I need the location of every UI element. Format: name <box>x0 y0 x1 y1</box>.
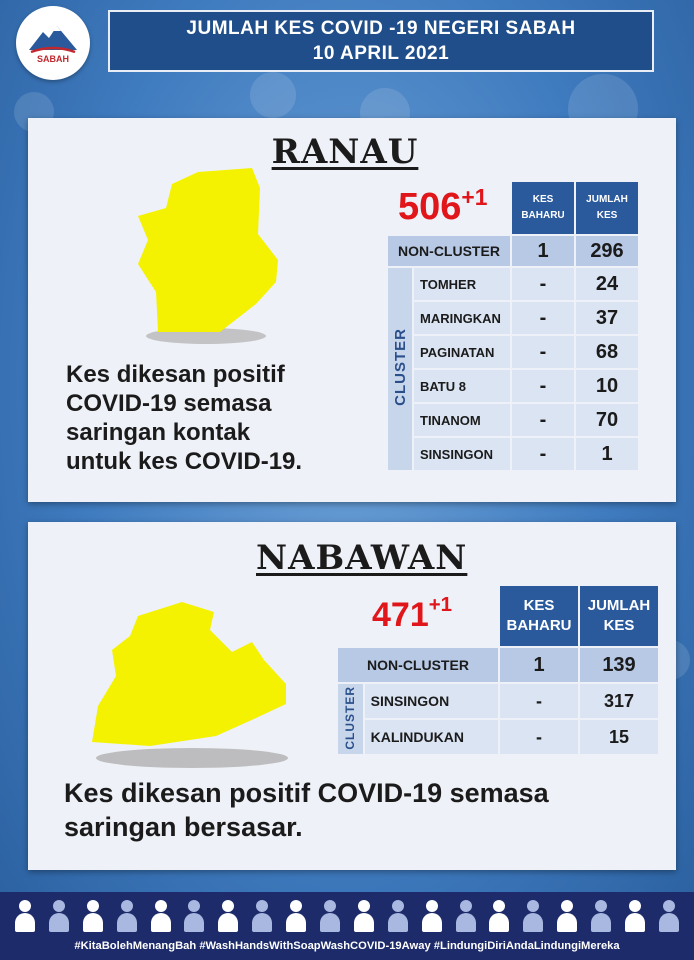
person-icon <box>353 900 375 932</box>
jumlah-kes-value: 37 <box>576 302 638 334</box>
cluster-label: CLUSTER <box>338 684 363 754</box>
kes-baharu-value: - <box>512 302 574 334</box>
person-icon <box>183 900 205 932</box>
person-icon <box>217 900 239 932</box>
cluster-name: TOMHER <box>414 268 510 300</box>
table-row <box>338 720 658 754</box>
jumlah-kes-value: 24 <box>576 268 638 300</box>
jumlah-kes-value: 317 <box>580 684 658 718</box>
nabawan-new-cases: +1 <box>428 594 452 616</box>
person-icon <box>556 900 578 932</box>
jumlah-kes-value: 1 <box>576 438 638 470</box>
person-icon <box>590 900 612 932</box>
table-row-non-cluster <box>388 236 638 266</box>
kes-baharu-value: - <box>512 268 574 300</box>
header-kes-baharu: KES BAHARU <box>512 182 574 234</box>
jumlah-kes-value: 15 <box>580 720 658 754</box>
person-icon <box>488 900 510 932</box>
table-row <box>388 336 638 368</box>
person-icon <box>251 900 273 932</box>
table-row-non-cluster <box>338 648 658 682</box>
kes-baharu-value: - <box>500 720 578 754</box>
kes-baharu-value: - <box>512 404 574 436</box>
footer-banner <box>0 892 694 960</box>
table-row <box>338 684 658 718</box>
kes-baharu-value: 1 <box>512 236 574 266</box>
person-icon <box>82 900 104 932</box>
table-row <box>388 302 638 334</box>
ranau-cases-table <box>386 180 640 472</box>
person-icon <box>319 900 341 932</box>
table-row <box>388 404 638 436</box>
table-row <box>388 438 638 470</box>
ranau-total: $506^{+1}$ <box>398 184 488 228</box>
district-title-nabawan: NABAWAN <box>256 538 468 578</box>
frontliner-figures <box>14 896 680 932</box>
cluster-label: CLUSTER <box>388 268 412 470</box>
jumlah-kes-value: 139 <box>580 648 658 682</box>
jumlah-kes-value: 10 <box>576 370 638 402</box>
nabawan-description: Kes dikesan positif COVID-19 semasa saringan bersasar. <box>64 778 549 842</box>
title-banner <box>108 10 654 72</box>
hashtags: #KitaBolehMenangBah #WashHandsWithSoapWashCOVID-19Away #LindungiDiriAndaLindungiMereka <box>74 940 620 952</box>
ranau-new-cases: +1 <box>461 184 488 210</box>
cluster-name: BATU 8 <box>414 370 510 402</box>
cluster-name: SINSINGON <box>414 438 510 470</box>
header-jumlah-kes: JUMLAH KES <box>576 182 638 234</box>
nabawan-total: $471^{+1}$ <box>372 594 452 634</box>
cluster-name: KALINDUKAN <box>365 720 498 754</box>
person-icon <box>48 900 70 932</box>
row-label: NON-CLUSTER <box>388 236 510 266</box>
kes-baharu-value: - <box>512 336 574 368</box>
virus-decoration <box>250 72 296 118</box>
kes-baharu-value: 1 <box>500 648 578 682</box>
kes-baharu-value: - <box>500 684 578 718</box>
jumlah-kes-value: 68 <box>576 336 638 368</box>
header-kes-baharu: KES BAHARU <box>500 586 578 646</box>
person-icon <box>658 900 680 932</box>
logo-text: SABAH <box>36 54 69 64</box>
jumlah-kes-value: 70 <box>576 404 638 436</box>
cluster-name: PAGINATAN <box>414 336 510 368</box>
cluster-name: TINANOM <box>414 404 510 436</box>
table-row <box>388 370 638 402</box>
person-icon <box>421 900 443 932</box>
row-label: NON-CLUSTER <box>338 648 498 682</box>
cluster-name: SINSINGON <box>365 684 498 718</box>
jumlah-kes-value: 296 <box>576 236 638 266</box>
person-icon <box>624 900 646 932</box>
nabawan-map-icon <box>86 596 300 772</box>
person-icon <box>522 900 544 932</box>
person-icon <box>455 900 477 932</box>
person-icon <box>14 900 36 932</box>
person-icon <box>285 900 307 932</box>
person-icon <box>116 900 138 932</box>
header-jumlah-kes: JUMLAH KES <box>580 586 658 646</box>
nabawan-cases-table <box>336 584 660 756</box>
district-title-ranau: RANAU <box>271 132 419 172</box>
ranau-map-icon <box>128 164 288 350</box>
person-icon <box>387 900 409 932</box>
sabah-logo <box>16 6 90 80</box>
kes-baharu-value: - <box>512 438 574 470</box>
person-icon <box>150 900 172 932</box>
kes-baharu-value: - <box>512 370 574 402</box>
title-line-2: 10 APRIL 2021 <box>312 43 450 64</box>
mountain-icon <box>27 22 79 56</box>
title-line-1: JUMLAH KES COVID -19 NEGERI SABAH <box>186 18 576 39</box>
cluster-name: MARINGKAN <box>414 302 510 334</box>
table-row <box>388 268 638 300</box>
ranau-description: Kes dikesan positif COVID-19 semasa saringan kontak untuk kes COVID-19. <box>66 361 303 475</box>
